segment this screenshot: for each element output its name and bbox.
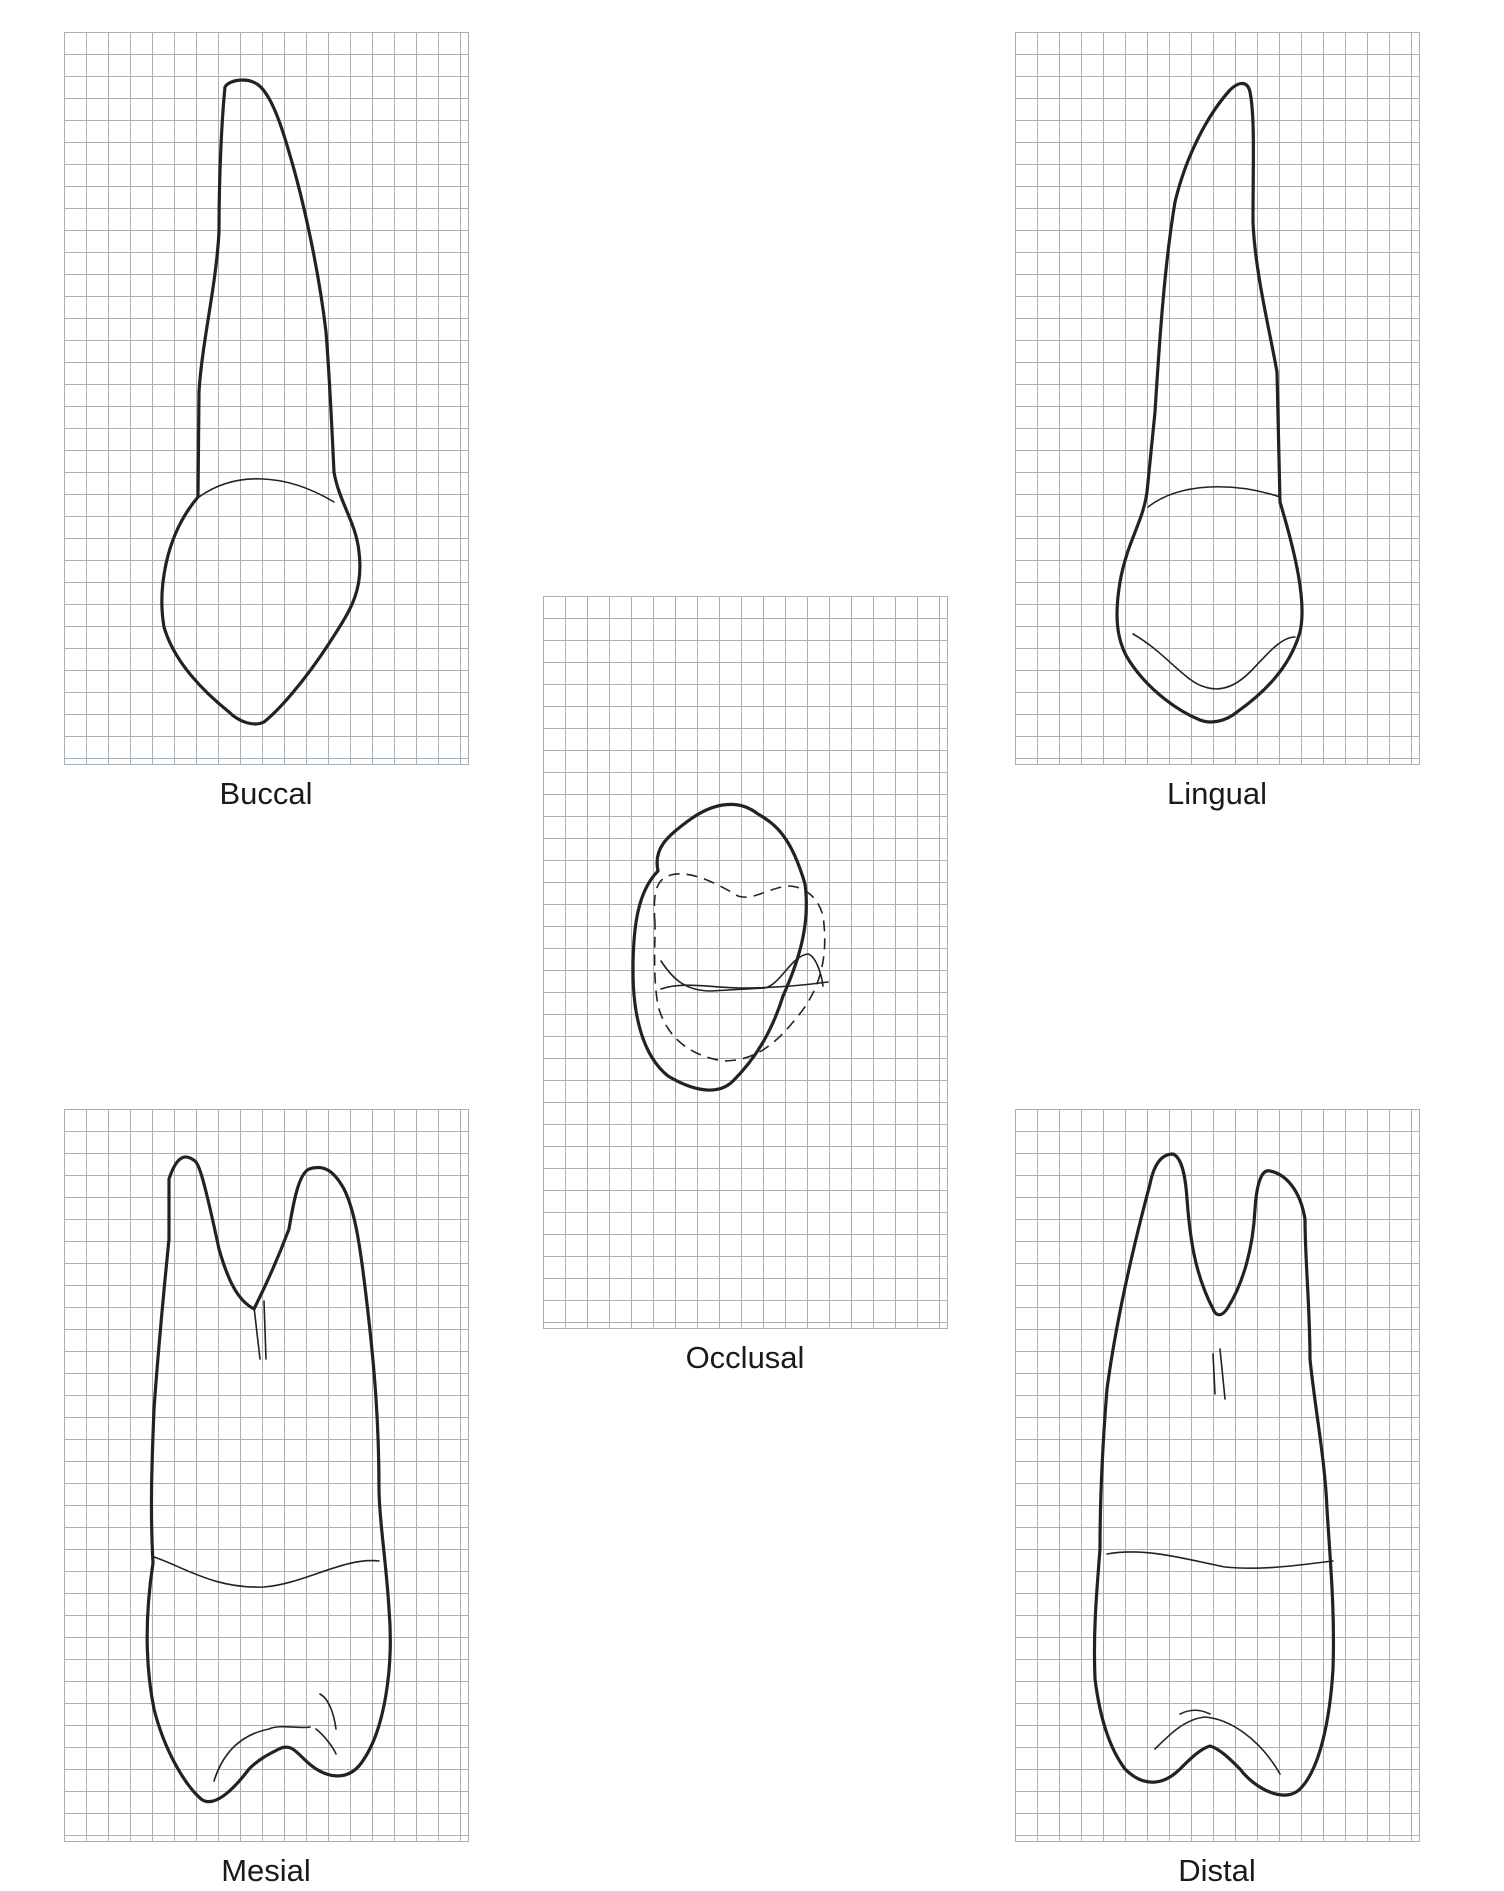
occlusal-label: Occlusal bbox=[685, 1340, 805, 1375]
distal-tooth-outline bbox=[1015, 1109, 1419, 1841]
lingual-tooth-outline bbox=[1015, 32, 1419, 764]
lingual-label: Lingual bbox=[1167, 776, 1267, 811]
buccal-label: Buccal bbox=[219, 776, 313, 811]
mesial-tooth-outline bbox=[64, 1109, 468, 1841]
distal-view-panel bbox=[1015, 1109, 1419, 1891]
mesial-grid bbox=[64, 1109, 469, 1842]
distal-grid bbox=[1015, 1109, 1420, 1842]
buccal-grid bbox=[64, 32, 469, 765]
mesial-label: Mesial bbox=[221, 1853, 311, 1888]
occlusal-view-panel bbox=[543, 596, 947, 1378]
lingual-view-panel bbox=[1015, 32, 1419, 814]
buccal-tooth-outline bbox=[64, 32, 468, 764]
occlusal-tooth-outline bbox=[543, 596, 947, 1328]
lingual-grid bbox=[1015, 32, 1420, 765]
buccal-view-panel bbox=[64, 32, 468, 814]
mesial-view-panel bbox=[64, 1109, 468, 1891]
occlusal-grid bbox=[543, 596, 948, 1329]
distal-label: Distal bbox=[1178, 1853, 1256, 1888]
